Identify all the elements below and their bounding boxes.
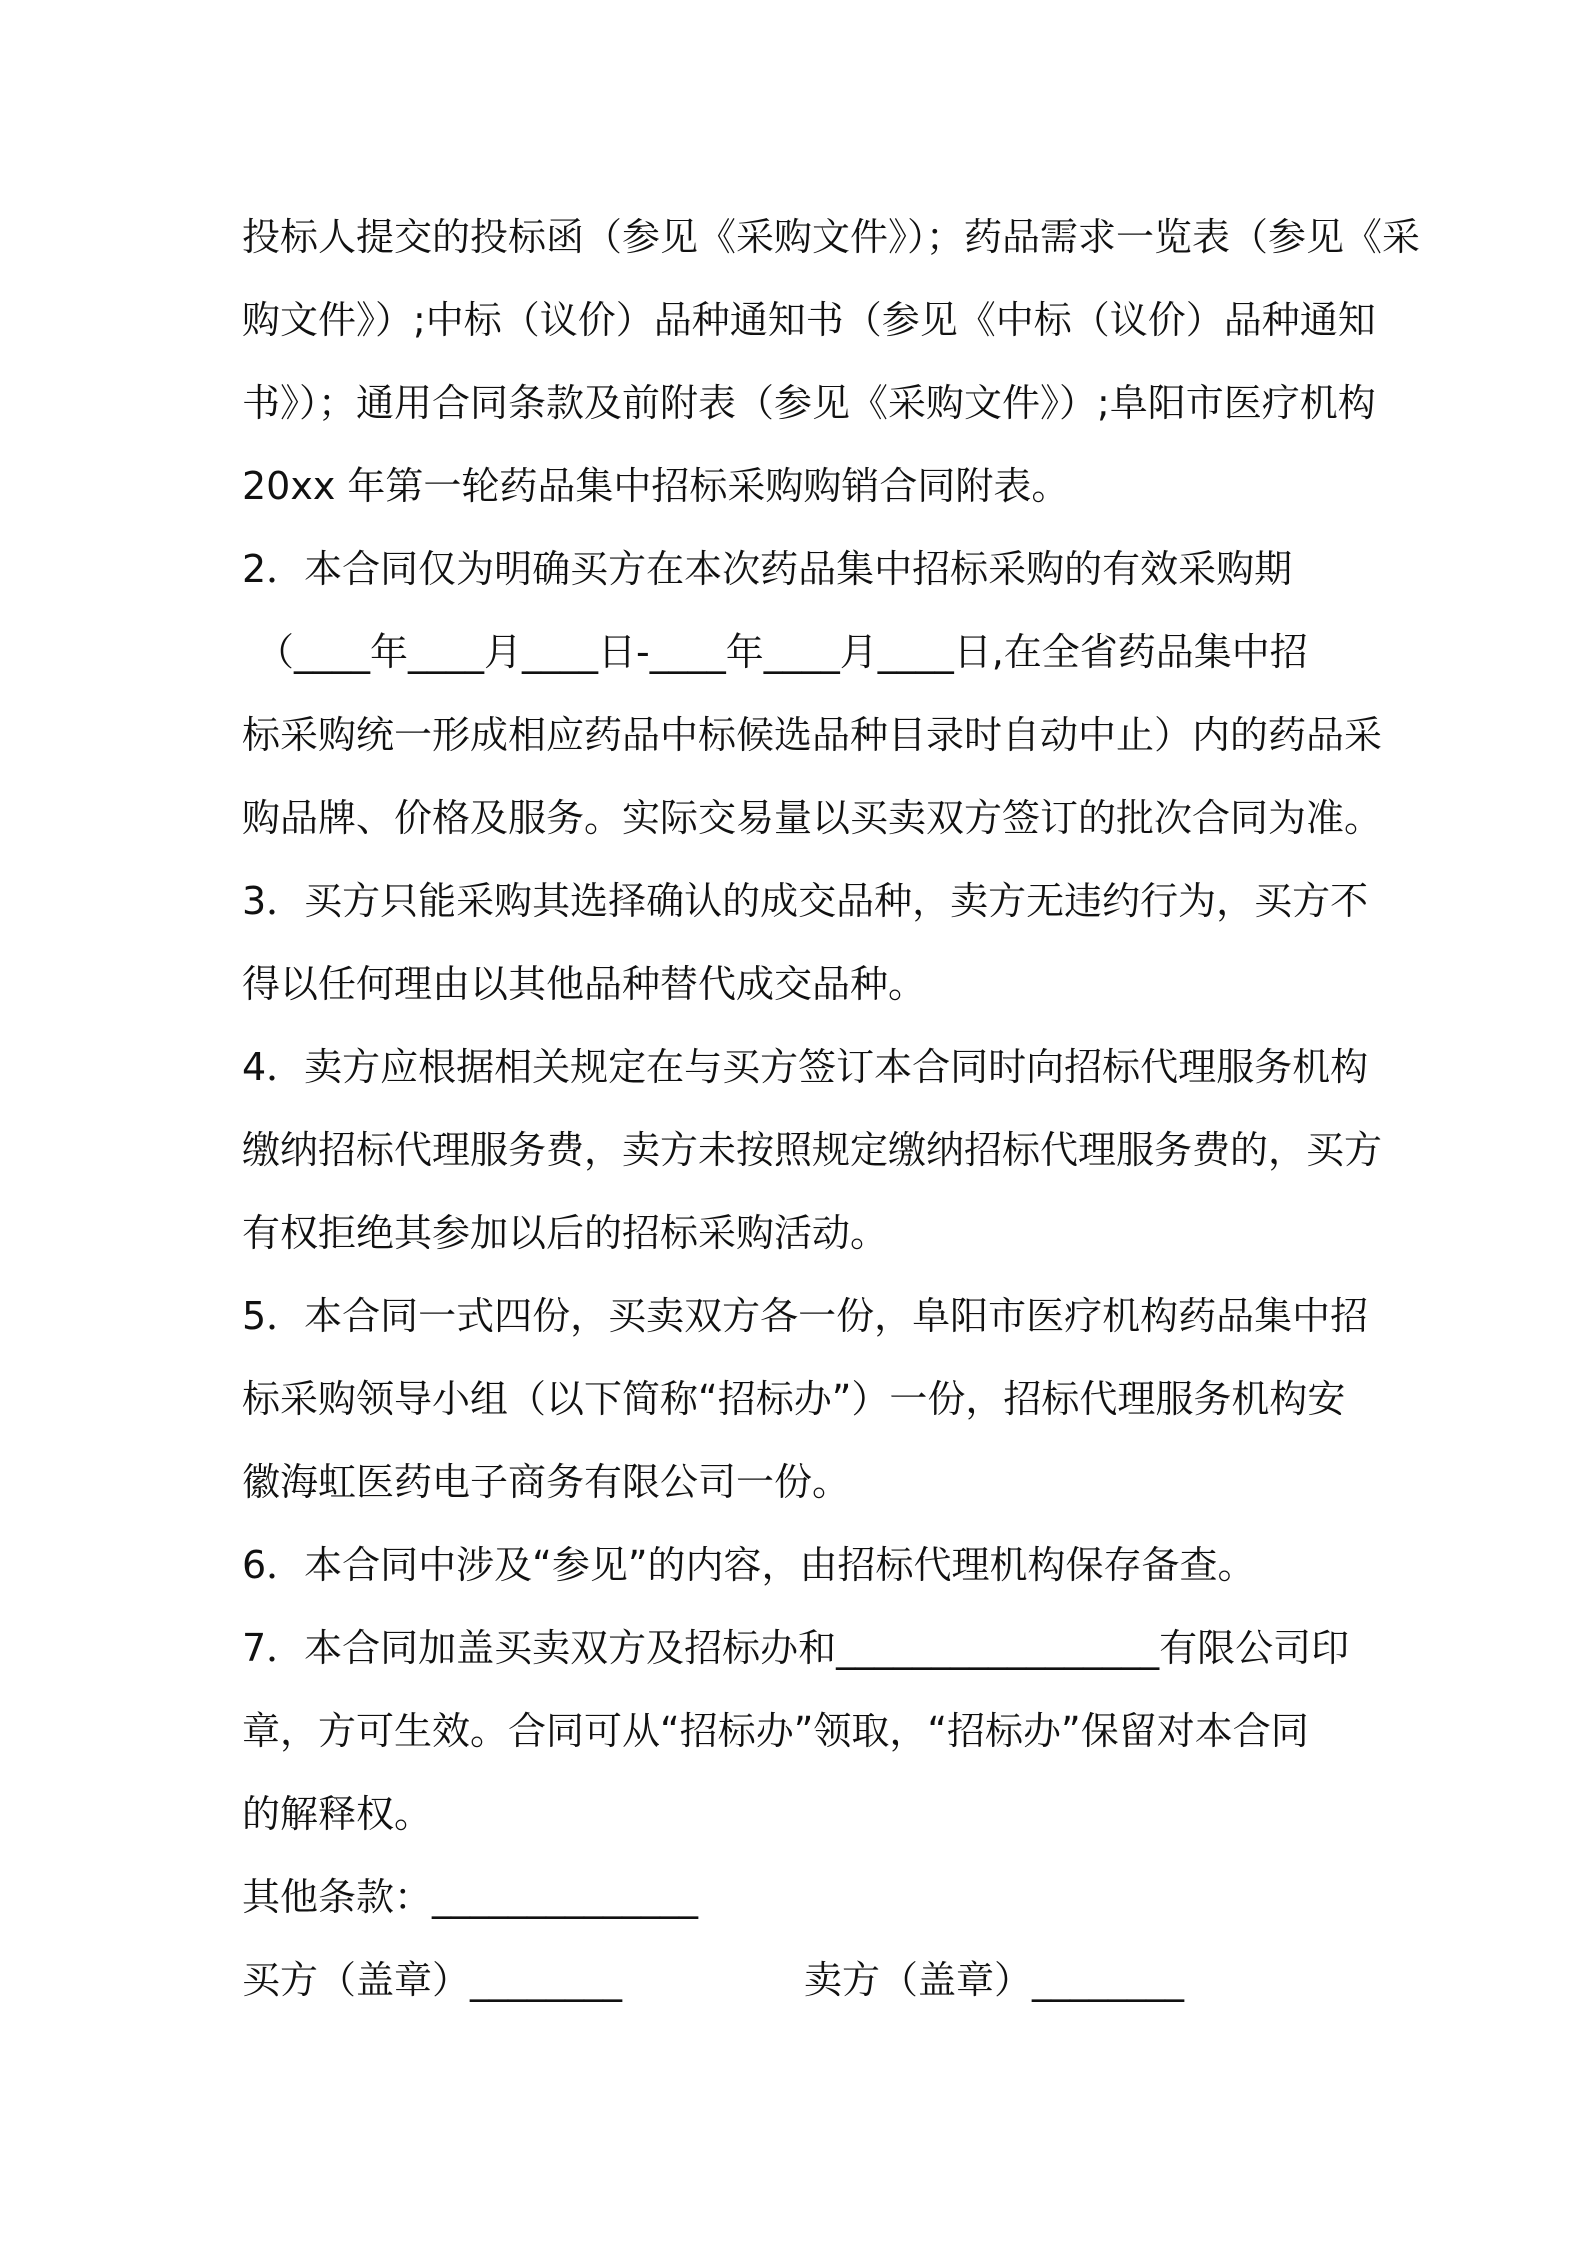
text-line: 20xx 年第一轮药品集中招标采购购销合同附表。 (242, 464, 1070, 508)
other-terms: 其他条款：______________ (242, 1875, 699, 1919)
text-line: 有权拒绝其参加以后的招标采购活动。 (242, 1211, 889, 1255)
buyer-signature: 买方（盖章）________ (242, 1958, 623, 2002)
text-line: 缴纳招标代理服务费，卖方未按照规定缴纳招标代理服务费的，买方 (242, 1128, 1383, 1172)
signature-row (242, 1939, 1357, 2022)
clause-6: 6．本合同中涉及“参见”的内容，由招标代理机构保存备查。 (242, 1543, 1256, 1587)
text-line: 标采购统一形成相应药品中标候选品种目录时自动中止）内的药品采 (242, 713, 1383, 757)
text-line: 书》）；通用合同条款及前附表（参见《采购文件》）;阜阳市医疗机构 (242, 381, 1376, 425)
text-line: 购文件》）;中标（议价）品种通知书（参见《中标（议价）品种通知 (242, 298, 1376, 342)
clause-4: 4．卖方应根据相关规定在与买方签订本合同时向招标代理服务机构 (242, 1045, 1369, 1089)
clause-7: 7．本合同加盖买卖双方及招标办和_________________有限公司印 (242, 1626, 1350, 1670)
text-line: （____年____月____日-____年____月____日,在全省药品集中招 (256, 630, 1308, 674)
seller-signature: 卖方（盖章）________ (804, 1958, 1185, 2002)
clause-5: 5．本合同一式四份，买卖双方各一份，阜阳市医疗机构药品集中招 (242, 1294, 1369, 1338)
text-line: 得以任何理由以其他品种替代成交品种。 (242, 962, 927, 1006)
text-line: 徽海虹医药电子商务有限公司一份。 (242, 1460, 851, 1504)
clause-2: 2．本合同仅为明确买方在本次药品集中招标采购的有效采购期 (242, 547, 1293, 591)
contract-text (242, 196, 1421, 2022)
text-line: 标采购领导小组（以下简称“招标办”）一份，招标代理服务机构安 (242, 1377, 1346, 1421)
text-line: 章，方可生效。合同可从“招标办”领取，“招标办”保留对本合同 (242, 1709, 1309, 1753)
text-line: 投标人提交的投标函（参见《采购文件》）；药品需求一览表（参见《采 (242, 215, 1421, 259)
text-line: 购品牌、价格及服务。实际交易量以买卖双方签订的批次合同为准。 (242, 796, 1383, 840)
clause-3: 3．买方只能采购其选择确认的成交品种，卖方无违约行为，买方不 (242, 879, 1369, 923)
text-line: 的解释权。 (242, 1792, 433, 1836)
